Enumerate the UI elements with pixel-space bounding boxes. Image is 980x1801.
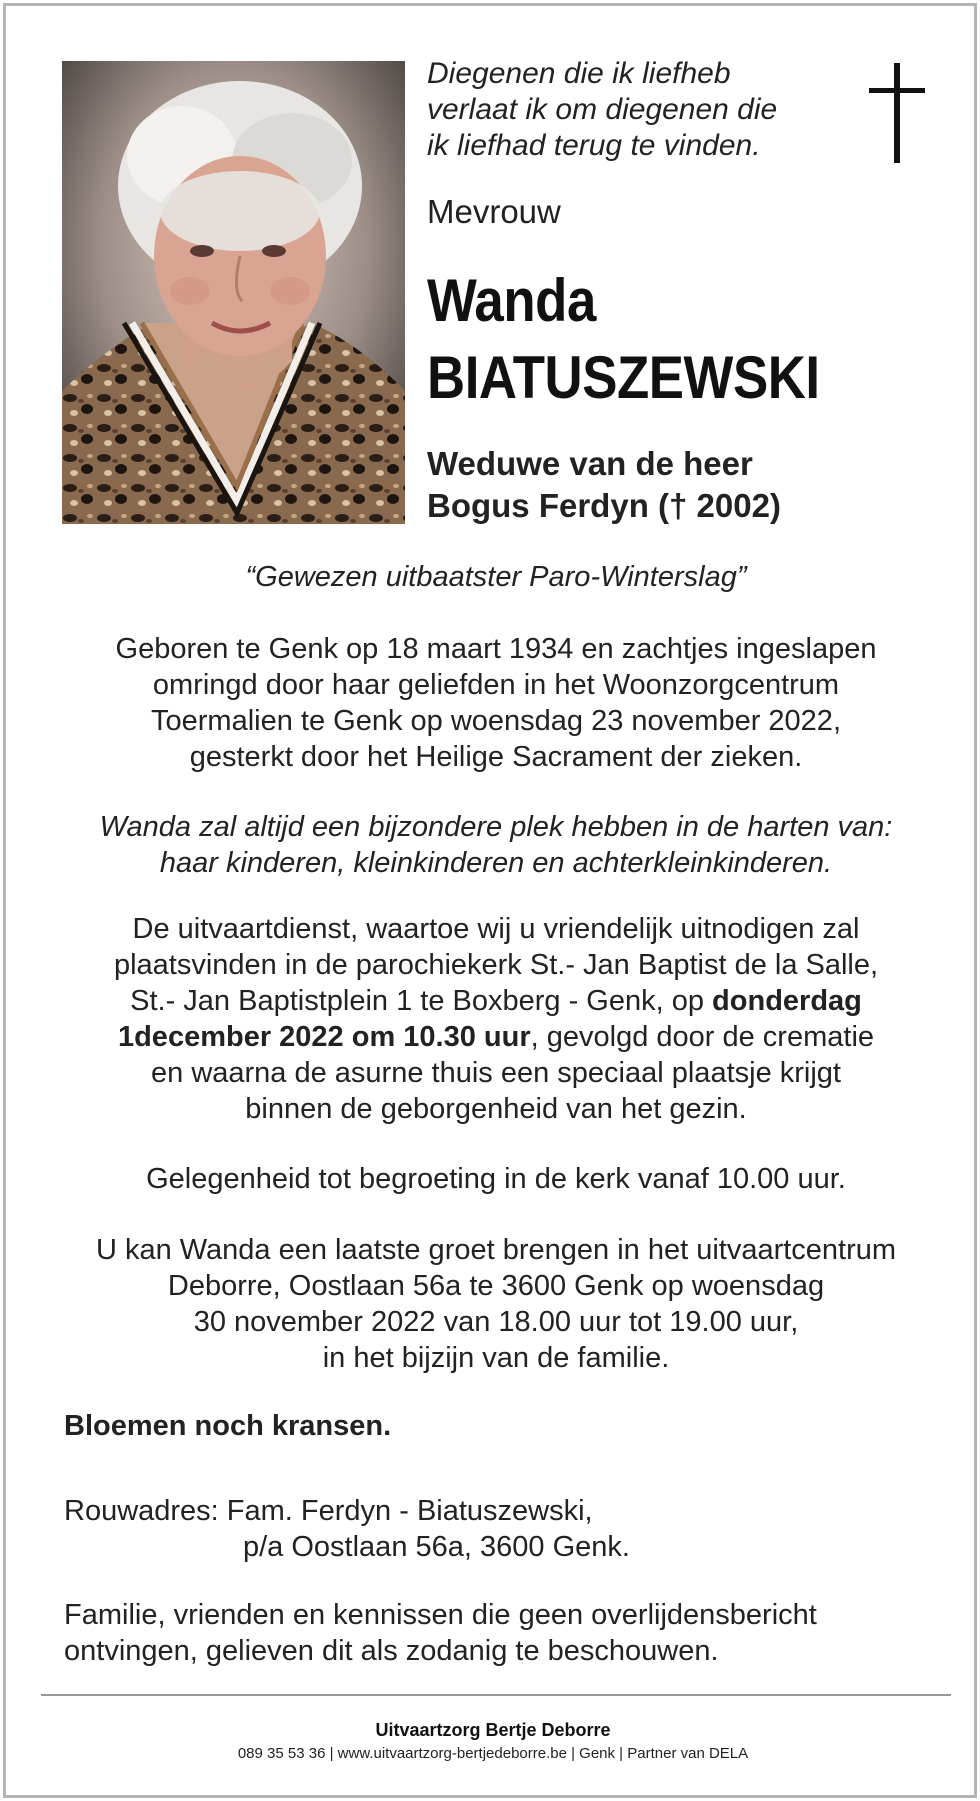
paragraph-line: Deborre, Oostlaan 56a te 3600 Genk op woensdag — [167, 1270, 825, 1302]
greeting-paragraph — [46, 1161, 946, 1197]
paragraph-line — [46, 1019, 946, 1055]
poem-line: Diegenen die ik liefheb — [427, 57, 731, 90]
last-name: BIATUSZEWSKI — [427, 344, 820, 411]
title-mevrouw: Mevrouw — [427, 193, 561, 230]
viewing-paragraph — [46, 1232, 946, 1376]
poem-line: verlaat ik om diegenen die — [427, 93, 778, 126]
birth-paragraph — [46, 631, 946, 775]
paragraph-line: binnen de geborgenheid van het gezin. — [245, 1093, 747, 1125]
paragraph-line: ontvingen, gelieven dit als zodanig te beschouwen. — [64, 1635, 719, 1667]
paragraph-line: omringd door haar geliefden in het Woonzorgcentrum — [152, 669, 840, 701]
paragraph-line: Wanda zal altijd een bijzondere plek hebben in de harten van: — [99, 811, 893, 843]
portrait-illustration — [62, 61, 405, 524]
paragraph-line: Geboren te Genk op 18 maart 1934 en zachtjes ingeslapen — [115, 633, 877, 665]
family-paragraph — [46, 809, 946, 881]
quote — [46, 559, 946, 595]
poem-line: ik liefhad terug te vinden. — [427, 129, 761, 162]
service-text: , gevolgd door de crematie — [530, 1021, 875, 1053]
first-name: Wanda — [427, 267, 596, 334]
flowers-notice — [64, 1408, 391, 1444]
paragraph-line: U kan Wanda een laatste groet brengen in het uitvaartcentrum — [95, 1234, 897, 1266]
funeral-home-contact: 089 35 53 36 | www.uitvaartzorg-bertjedeborre.be | Genk | Partner van DELA — [237, 1745, 749, 1762]
paragraph-line: 30 november 2022 van 18.00 uur tot 19.00 uur, — [193, 1306, 799, 1338]
paragraph-line: p/a Oostlaan 56a, 3600 Genk. — [243, 1531, 630, 1563]
widow-line: Bogus Ferdyn († 2002) — [427, 487, 781, 524]
paragraph-line: plaatsvinden in de parochiekerk St.- Jan Baptist de la Salle, — [113, 949, 879, 981]
paragraph-line: gesterkt door het Heilige Sacrament der zieken. — [189, 741, 803, 773]
notice-paragraph — [64, 1597, 817, 1669]
service-date-day: donderdag — [712, 985, 862, 1017]
paragraph-line: De uitvaartdienst, waartoe wij u vriendelijk uitnodigen zal — [132, 913, 860, 945]
service-paragraph — [46, 911, 946, 1127]
widow-line: Weduwe van de heer — [427, 445, 753, 482]
service-date-time: 1december 2022 om 10.30 uur — [117, 1021, 531, 1053]
mourning-address — [64, 1493, 630, 1565]
service-text: St.- Jan Baptistplein 1 te Boxberg - Genk, op — [130, 985, 713, 1017]
paragraph-line: en waarna de asurne thuis een speciaal plaatsje krijgt — [151, 1057, 841, 1089]
funeral-home-name: Uitvaartzorg Bertje Deborre — [375, 1720, 611, 1740]
paragraph-line: in het bijzijn van de familie. — [322, 1342, 670, 1374]
paragraph-line: Rouwadres: Fam. Ferdyn - Biatuszewski, — [64, 1495, 593, 1527]
widow-of — [427, 443, 781, 527]
paragraph-line: Gelegenheid tot begroeting in de kerk vanaf 10.00 uur. — [146, 1163, 846, 1195]
quote-text: “Gewezen uitbaatster Paro-Winterslag” — [245, 561, 747, 593]
paragraph-line: Familie, vrienden en kennissen die geen overlijdensbericht — [64, 1599, 817, 1631]
poem — [427, 56, 777, 164]
cross-icon — [869, 63, 925, 168]
paragraph-line: Toermalien te Genk op woensdag 23 november 2022, — [151, 705, 841, 737]
portrait-photo — [62, 61, 405, 524]
paragraph-line: Bloemen noch kransen. — [64, 1410, 392, 1442]
paragraph-line: haar kinderen, kleinkinderen en achterkleinkinderen. — [159, 847, 833, 879]
paragraph-line — [46, 983, 946, 1019]
footer-divider — [41, 1694, 951, 1696]
obituary-card — [3, 3, 977, 1798]
